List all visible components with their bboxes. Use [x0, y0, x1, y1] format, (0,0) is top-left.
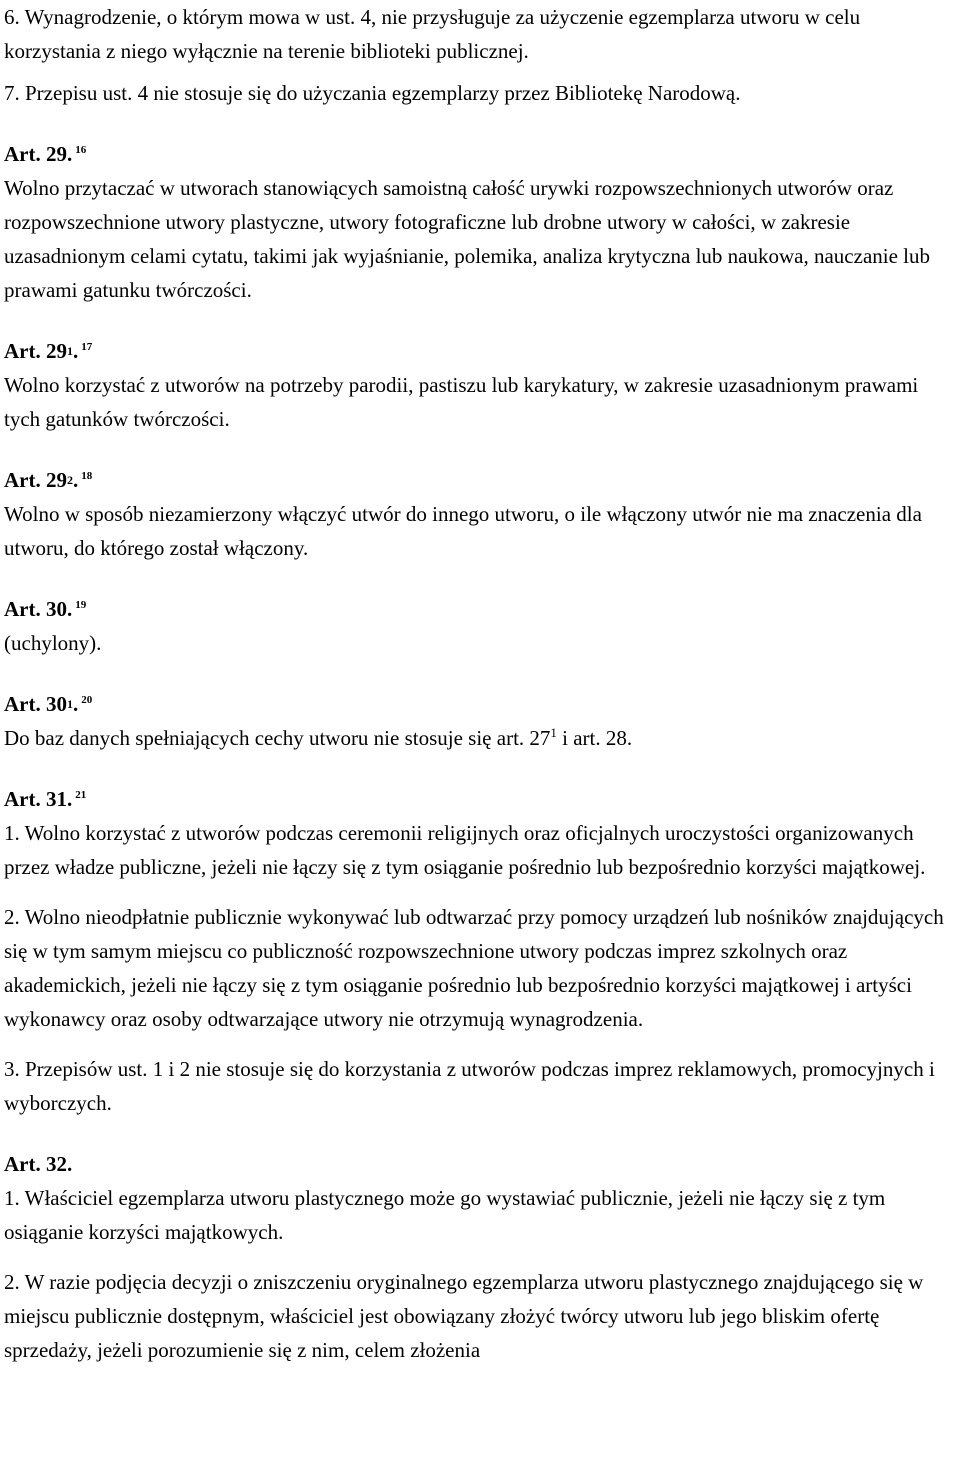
paragraph-art29: Wolno przytaczać w utworach stanowiących samoistną całość urywki rozpowszechnionych utworów oraz rozpowszechnione utwory plastyczne, utwory fotograficzne lub drobne utwory w całości, w zakresie uzasadnionym celami cytatu, takimi jak wyjaśnianie, polemika, analiza krytyczna lub naukowa, nauczanie lub prawami gatunku twórczości.	[4, 176, 930, 302]
paragraph-art30: (uchylony).	[4, 631, 102, 655]
article-heading-30-1	[4, 687, 956, 721]
article-heading-31	[4, 782, 956, 816]
footnote-ref[interactable]: 18	[81, 470, 93, 482]
paragraph-art32-ust2: 2. W razie podjęcia decyzji o zniszczeniu oryginalnego egzemplarza utworu plastycznego znajdującego się w miejscu publicznie dostępnym, właściciel jest obowiązany złożyć twórcy utworu lub jego bliskim ofertę sprzedaży, jeżeli porozumienie się z nim, celem złożenia	[4, 1270, 924, 1362]
article-label: Art. 31.	[4, 787, 73, 811]
footnote-ref[interactable]: 17	[81, 341, 93, 353]
article-heading-29-1	[4, 334, 956, 368]
article-label: Art. 29	[4, 339, 67, 363]
article-label-dot: .	[72, 339, 79, 363]
footnote-ref[interactable]: 21	[75, 789, 87, 801]
paragraph-art28-ust6: 6. Wynagrodzenie, o którym mowa w ust. 4, nie przysługuje za użyczenie egzemplarza utworu w celu korzystania z niego wyłącznie na terenie biblioteki publicznej.	[4, 5, 861, 63]
article-heading-30	[4, 592, 956, 626]
paragraph-art28-ust7: 7. Przepisu ust. 4 nie stosuje się do użyczania egzemplarzy przez Bibliotekę Narodową.	[4, 81, 741, 105]
article-label: Art. 29	[4, 468, 67, 492]
article-heading-32	[4, 1147, 956, 1181]
paragraph-text: Do baz danych spełniających cechy utworu nie stosuje się art. 27	[4, 726, 551, 750]
paragraph-art29-2: Wolno w sposób niezamierzony włączyć utwór do innego utworu, o ile włączony utwór nie ma znaczenia dla utworu, do którego został włączony.	[4, 502, 922, 560]
footnote-ref[interactable]: 20	[81, 694, 93, 706]
paragraph-text: i art. 28.	[556, 726, 633, 750]
article-label-dot: .	[72, 468, 79, 492]
article-superscript: 2	[66, 473, 73, 487]
article-label: Art. 29.	[4, 142, 73, 166]
paragraph-art29-1: Wolno korzystać z utworów na potrzeby parodii, pastiszu lub karykatury, w zakresie uzasadnionym prawami tych gatunków twórczości.	[4, 373, 919, 431]
article-label: Art. 32.	[4, 1152, 73, 1176]
paragraph-art30-1	[4, 721, 956, 755]
article-label: Art. 30.	[4, 597, 73, 621]
paragraph-art32-ust1: 1. Właściciel egzemplarza utworu plastycznego może go wystawiać publicznie, jeżeli nie łączy się z tym osiąganie korzyści majątkowych.	[4, 1186, 886, 1244]
paragraph-art31-ust2: 2. Wolno nieodpłatnie publicznie wykonywać lub odtwarzać przy pomocy urządzeń lub nośników znajdujących się w tym samym miejscu co publiczność rozpowszechnione utwory podczas imprez szkolnych oraz akademickich, jeżeli nie łączy się z tym osiąganie pośrednio lub bezpośrednio korzyści majątkowej i artyści wykonawcy oraz osoby odtwarzające utwory nie otrzymują wynagrodzenia.	[4, 905, 944, 1031]
article-superscript: 1	[66, 344, 73, 358]
article-label-dot: .	[72, 692, 79, 716]
article-superscript: 1	[66, 697, 73, 711]
reference-superscript: 1	[550, 725, 557, 740]
footnote-ref[interactable]: 19	[75, 599, 87, 611]
footnote-ref[interactable]: 16	[75, 144, 87, 156]
article-heading-29	[4, 137, 956, 171]
paragraph-art31-ust1: 1. Wolno korzystać z utworów podczas ceremonii religijnych oraz oficjalnych uroczystości organizowanych przez władze publiczne, jeżeli nie łączy się z tym osiąganie pośrednio lub bezpośrednio korzyści majątkowej.	[4, 821, 926, 879]
paragraph-art31-ust3: 3. Przepisów ust. 1 i 2 nie stosuje się do korzystania z utworów podczas imprez reklamowych, promocyjnych i wyborczych.	[4, 1057, 935, 1115]
article-heading-29-2	[4, 463, 956, 497]
article-label: Art. 30	[4, 692, 67, 716]
